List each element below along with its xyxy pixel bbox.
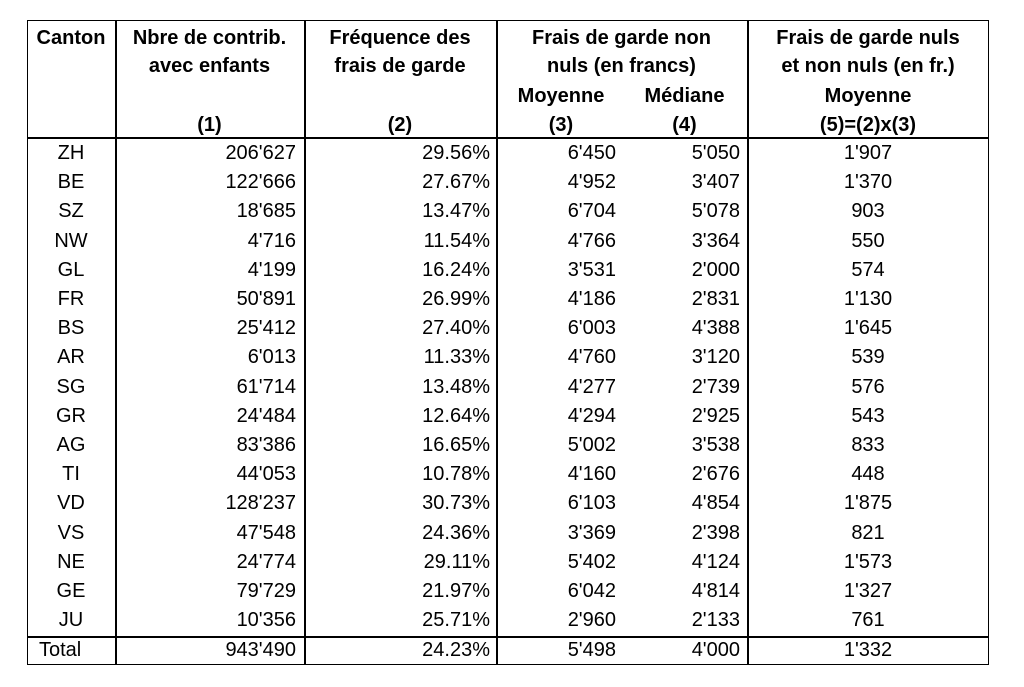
cell-overall: 543 (851, 404, 885, 427)
cell-canton: SG (56, 375, 86, 398)
cell-contrib: 47'548 (236, 521, 296, 544)
header-contrib-line2: avec enfants (148, 55, 271, 77)
cell-contrib: 4'199 (247, 258, 296, 281)
cell-overall: 1'875 (843, 492, 893, 515)
cell-mean: 4'160 (567, 463, 616, 486)
cell-canton: SZ (58, 200, 84, 223)
cell-canton: TI (62, 463, 80, 486)
cell-mean: 4'760 (567, 346, 616, 369)
cell-median: 3'120 (691, 346, 740, 369)
cell-freq: 13.47% (422, 200, 490, 223)
cell-canton: BS (57, 317, 85, 340)
cell-freq: 11.33% (423, 346, 490, 369)
cell-contrib: 79'729 (236, 580, 296, 602)
cell-canton: GR (56, 404, 86, 427)
cell-overall: 903 (851, 200, 885, 223)
cell-overall: 574 (851, 258, 885, 281)
header-nonnuls-line1: Frais de garde non (532, 27, 711, 49)
cell-median: 2'925 (691, 404, 740, 427)
cell-freq: 13.48% (422, 375, 490, 398)
cell-canton: GL (57, 258, 85, 281)
total-contrib: 943'490 (225, 639, 296, 661)
cell-median: 4'854 (691, 492, 740, 515)
cell-median: 3'364 (691, 229, 740, 252)
header-mediane-number: (4) (672, 114, 697, 136)
header-moyenne-number: (3) (548, 114, 574, 136)
cell-freq: 21.97% (422, 580, 490, 602)
cell-mean: 5'402 (567, 550, 616, 573)
total-overall: 1'332 (843, 639, 893, 661)
cell-mean: 6'003 (567, 317, 616, 340)
cell-overall: 1'907 (843, 142, 893, 164)
cell-mean: 4'186 (567, 288, 616, 310)
cell-canton: AR (57, 346, 85, 369)
header-contrib-line1: Nbre de contrib. (132, 27, 287, 49)
cell-overall: 448 (851, 463, 885, 486)
cell-canton: GE (56, 580, 86, 602)
cell-contrib: 10'356 (236, 609, 296, 632)
cell-median: 2'831 (691, 288, 740, 310)
cell-overall: 1'130 (843, 288, 893, 310)
cell-contrib: 61'714 (236, 375, 296, 398)
cell-mean: 5'002 (567, 434, 616, 456)
cell-contrib: 24'774 (236, 550, 296, 573)
cell-median: 4'124 (691, 550, 740, 573)
header-nonnuls-line2: nuls (en francs) (547, 55, 696, 77)
cell-freq: 26.99% (422, 288, 490, 310)
header-nuls-line1: Frais de garde nuls (776, 27, 960, 49)
cell-freq: 27.67% (422, 171, 490, 194)
cell-canton: BE (57, 171, 85, 194)
header-freq-line2: frais de garde (334, 55, 466, 77)
cell-canton: NW (54, 229, 88, 252)
cell-median: 2'000 (691, 258, 740, 281)
cell-overall: 539 (851, 346, 885, 369)
cell-contrib: 128'237 (225, 492, 296, 515)
cell-contrib: 50'891 (236, 288, 296, 310)
cell-mean: 6'704 (567, 200, 616, 223)
cell-mean: 3'531 (567, 258, 616, 281)
cell-median: 2'739 (691, 375, 740, 398)
cell-contrib: 206'627 (225, 142, 296, 164)
cell-overall: 821 (851, 521, 885, 544)
cell-canton: ZH (57, 142, 85, 164)
cell-freq: 12.64% (422, 404, 490, 427)
cell-freq: 29.11% (423, 550, 490, 573)
cell-overall: 1'370 (843, 171, 893, 194)
cell-mean: 2'960 (567, 609, 616, 632)
cell-freq: 30.73% (422, 492, 490, 515)
cell-freq: 25.71% (422, 609, 490, 632)
header-nuls-formula: (5)=(2)x(3) (819, 114, 917, 136)
cell-median: 3'407 (691, 171, 740, 194)
cell-overall: 833 (851, 434, 885, 456)
cell-freq: 10.78% (422, 463, 490, 486)
header-freq-line1: Fréquence des (329, 27, 471, 49)
cell-freq: 24.36% (422, 521, 490, 544)
cell-canton: VD (57, 492, 85, 515)
cell-canton: AG (56, 434, 86, 456)
header-nuls-moyenne: Moyenne (824, 85, 912, 107)
cell-overall: 1'645 (843, 317, 893, 340)
cell-contrib: 24'484 (236, 404, 296, 427)
cell-freq: 29.56% (422, 142, 490, 164)
cell-overall: 1'573 (843, 550, 893, 573)
total-label: Total (39, 639, 82, 661)
header-canton: Canton (36, 27, 106, 49)
cell-contrib: 6'013 (247, 346, 296, 369)
cell-contrib: 25'412 (236, 317, 296, 340)
cell-mean: 4'952 (567, 171, 616, 194)
cell-overall: 1'327 (843, 580, 893, 602)
total-median: 4'000 (691, 639, 740, 661)
cell-mean: 4'766 (567, 229, 616, 252)
cell-canton: NE (57, 550, 85, 573)
header-freq-number: (2) (387, 114, 413, 136)
cell-overall: 550 (851, 229, 885, 252)
cell-canton: VS (57, 521, 85, 544)
total-freq: 24.23% (422, 639, 490, 661)
cell-mean: 6'450 (567, 142, 616, 164)
cell-contrib: 83'386 (236, 434, 296, 456)
header-mediane: Médiane (644, 85, 725, 107)
cell-freq: 11.54% (423, 229, 490, 252)
cell-median: 2'133 (691, 609, 740, 632)
header-contrib-number: (1) (197, 114, 222, 136)
cell-contrib: 4'716 (247, 229, 296, 252)
cell-overall: 576 (851, 375, 885, 398)
cell-mean: 3'369 (567, 521, 616, 544)
cell-overall: 761 (851, 609, 885, 632)
cell-canton: FR (57, 288, 85, 310)
cell-median: 5'050 (691, 142, 740, 164)
cell-median: 2'398 (691, 521, 740, 544)
cell-median: 4'388 (691, 317, 740, 340)
cell-mean: 6'042 (567, 580, 616, 602)
cell-median: 3'538 (691, 434, 740, 456)
cell-median: 5'078 (691, 200, 740, 223)
cell-contrib: 18'685 (236, 200, 296, 223)
cell-mean: 4'294 (567, 404, 616, 427)
cell-freq: 27.40% (422, 317, 490, 340)
cell-freq: 16.65% (422, 434, 490, 456)
cell-mean: 4'277 (567, 375, 616, 398)
cell-median: 2'676 (691, 463, 740, 486)
cell-contrib: 122'666 (225, 171, 296, 194)
cell-freq: 16.24% (422, 258, 490, 281)
header-nuls-line2: et non nuls (en fr.) (781, 55, 955, 77)
cell-canton: JU (58, 609, 84, 632)
header-moyenne: Moyenne (517, 85, 605, 107)
total-mean: 5'498 (567, 639, 616, 661)
cell-median: 4'814 (691, 580, 740, 602)
cell-mean: 6'103 (567, 492, 616, 515)
cell-contrib: 44'053 (236, 463, 296, 486)
